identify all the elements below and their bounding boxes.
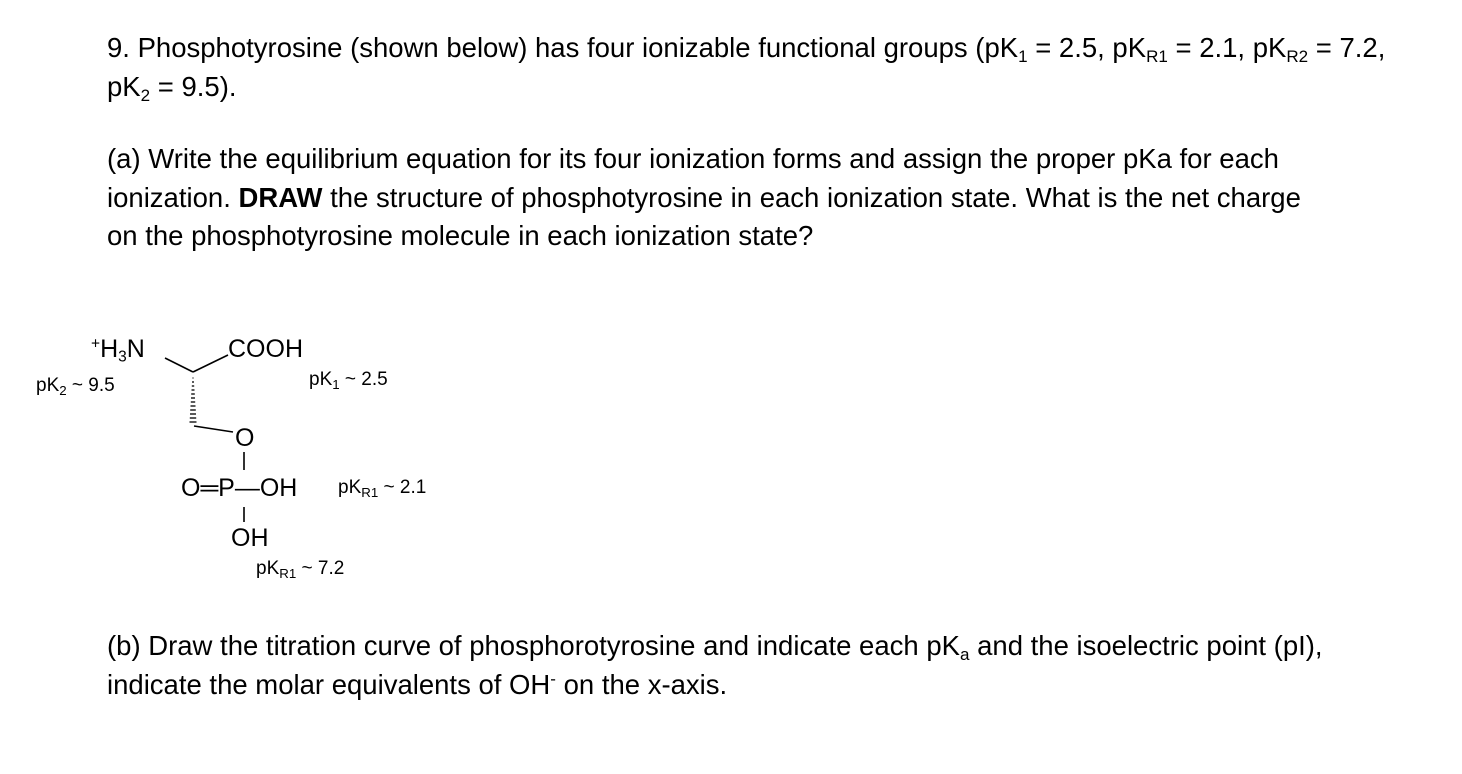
question-number: 9. xyxy=(107,32,130,63)
hashed-wedge-bond xyxy=(190,378,197,422)
carboxyl-group: COOH xyxy=(228,335,303,363)
question-intro: 9. Phosphotyrosine (shown below) has four ionizable functional groups ($pK_1 = 2.5$, $pK_{R1} = 2.1$, $pK_{R2} = 7.2$, $pK_2 = 9.5$). xyxy=(107,32,1386,105)
pkr-hydroxyl-label: $pK_{R1}$ ~ 7.2 xyxy=(256,558,345,581)
bond-n-to-calpha xyxy=(165,358,193,372)
pk1-label: $pK_1$ ~ 2.5 xyxy=(309,369,388,392)
bond-cbeta-to-oxygen xyxy=(194,426,233,432)
pkr1-label: $pK_{R1}$ ~ 2.1 xyxy=(338,477,427,500)
question-part-b: (b) Draw the titration curve of phosphorotyrosine and indicate each $pK_a$ and the isoelectric point (pI), indicate the molar equivalents of OH- on the x-axis. xyxy=(107,630,1323,700)
draw-emphasis: DRAW xyxy=(238,181,323,213)
amine-group: $^+H_3N$ xyxy=(91,335,145,366)
bond-calpha-to-carboxyl xyxy=(193,355,228,372)
ester-oxygen: O xyxy=(235,424,255,452)
pk2-label: $pK_2$ ~ 9.5 xyxy=(36,375,115,398)
question-part-a: (a) Write the equilibrium equation for its four ionization forms and assign the proper pKa for each ionization. DRAW the structure of phosphotyrosine in each ionization state. What is the net charge on the phosphotyrosine molecule in each ionization state? xyxy=(107,143,1301,251)
phosphate-row: O═P—OH xyxy=(181,474,298,502)
phosphate-hydroxyl: OH xyxy=(231,524,269,552)
